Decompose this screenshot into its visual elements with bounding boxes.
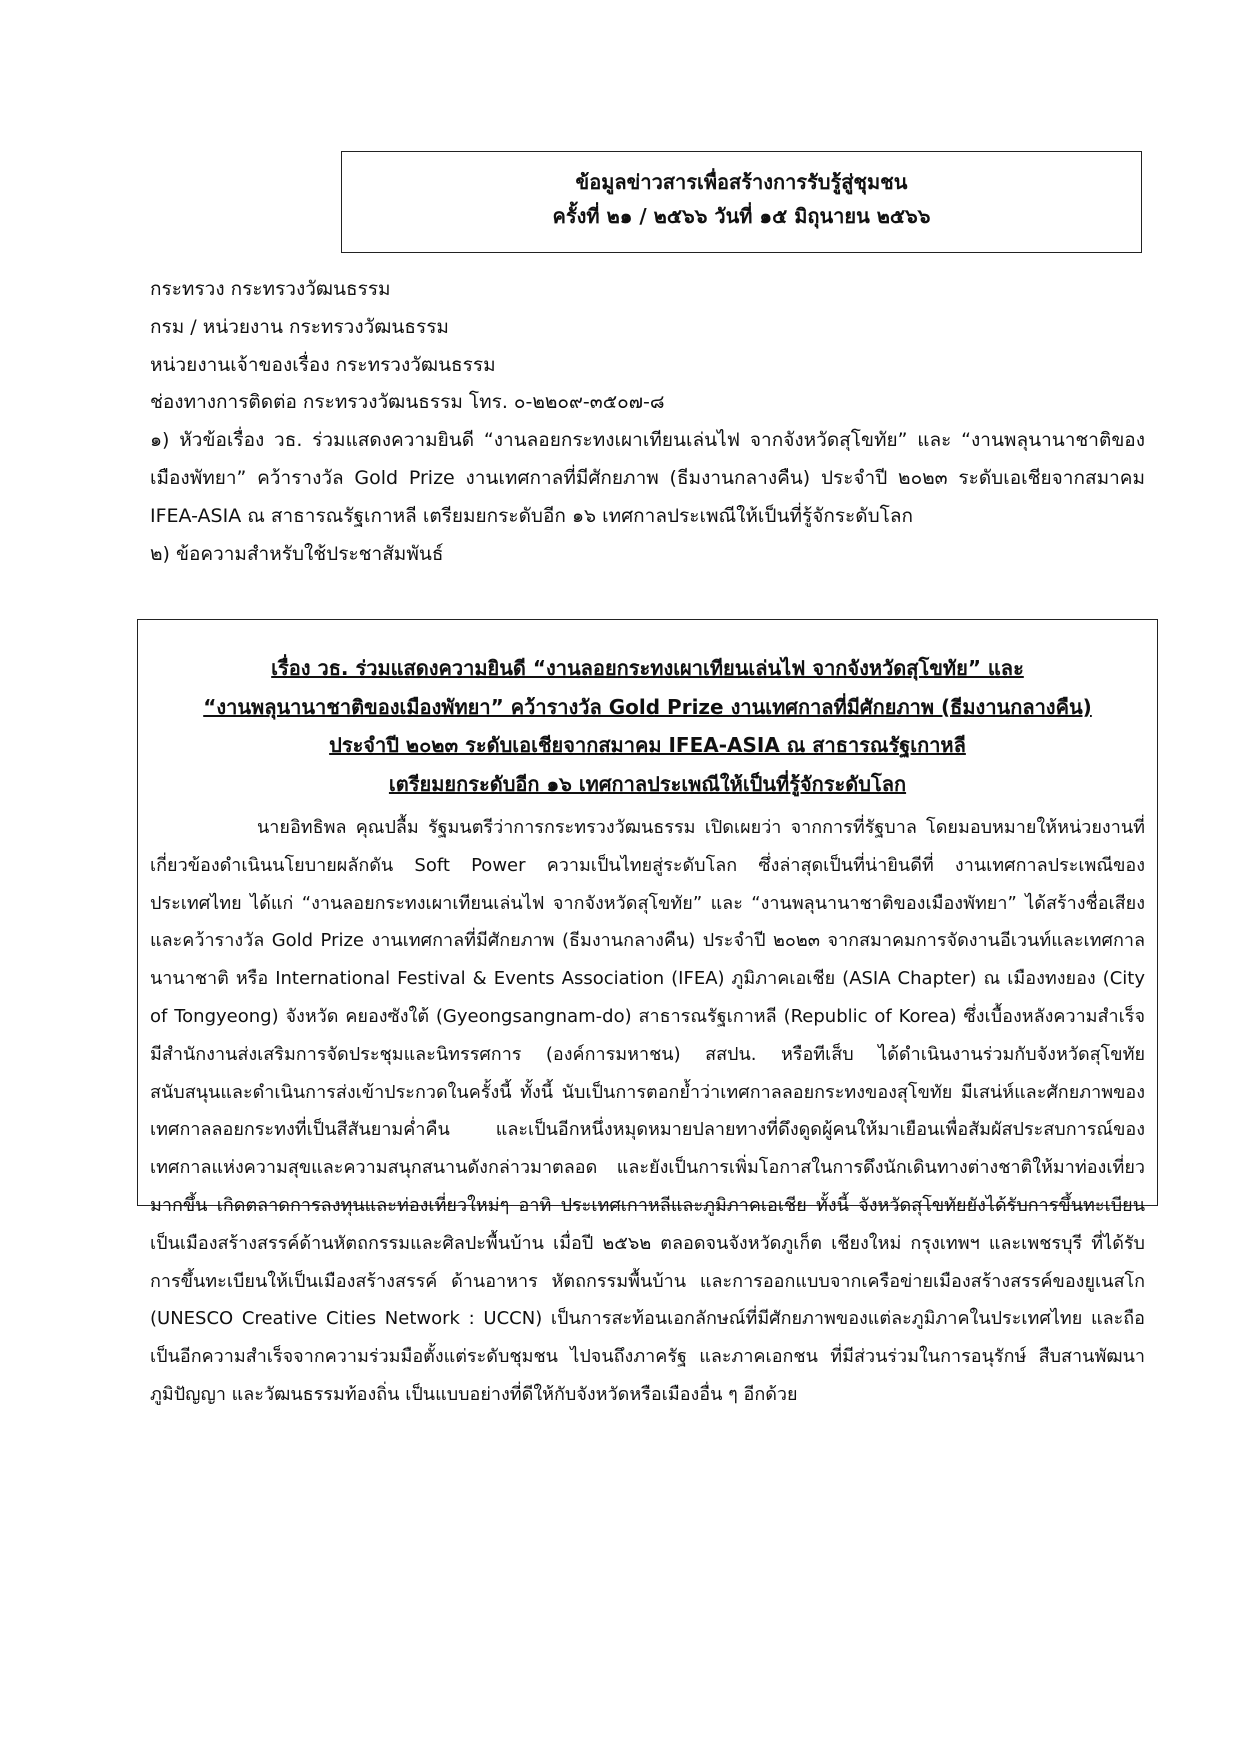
article-title-line: เตรียมยกระดับอีก ๑๖ เทศกาลประเพณีให้เป็นที่รู้จักระดับโลก — [388, 771, 907, 796]
contact-line: ช่องทางการติดต่อ กระทรวงวัฒนธรรม โทร. ๐-๒๒๐๙-๓๕๐๗-๘ — [150, 391, 665, 414]
article-title-line: เรื่อง วธ. ร่วมแสดงความยินดี “งานลอยกระทงเผาเทียนเล่นไฟ จากจังหวัดสุโขทัย” และ — [271, 656, 1024, 680]
article-body: นายอิทธิพล คุณปลื้ม รัฐมนตรีว่าการกระทรวงวัฒนธรรม เปิดเผยว่า จากการที่รัฐบาล โดยมอบหมายให้หน่วยงานที่เกี่ยวข้องดำเนินนโยบายผลักดัน Soft Power ความเป็นไทยสู่ระดับโลก ซึ่งล่าสุดเป็นที่น่ายินดีที่ งานเทศกาลประเพณีของประเทศไทย ได้แก่ “งานลอยกระทงเผาเทียนเล่นไฟ จากจังหวัดสุโขทัย” และ “งานพลุนานาชาติของเมืองพัทยา” ได้สร้างชื่อเสียงและคว้ารางวัล Gold Prize งานเทศกาลที่มีศักยภาพ (ธีมงานกลางคืน) ประจำปี ๒๐๒๓ จากสมาคมการจัดงานอีเวนท์และเทศกาลนานาชาติ หรือ International Festival & Events Association (IFEA) ภูมิภาคเอเชีย (ASIA Chapter) ณ เมืองทงยอง (City of Tongyeong) จังหวัด คยองซังใต้ (Gyeongsangnam-do) สาธารณรัฐเกาหลี (Republic of Korea) ซึ่งเบื้องหลังความสำเร็จมีสำนักงานส่งเสริมการจัดประชุมและนิทรรศการ (องค์การมหาชน) สสปน. หรือทีเส็บ ได้ดำเนินงานร่วมกับจังหวัดสุโขทัย สนับสนุนและดำเนินการส่งเข้าประกวดในครั้งนี้ ทั้งนี้ นับเป็นการตอกย้ำว่าเทศกาลลอยกระทงของสุโขทัย มีเสน่ห์และศักยภาพของเทศกาลลอยกระทงที่เป็นสีสันยามค่ำคืน และเป็นอีกหนึ่งหมุดหมายปลายทางที่ดึงดูดผู้คนให้มาเยือนเพื่อสัมผัสประสบการณ์ของเทศกาลแห่งความสุขและความสนุกสนานดังกล่าวมาตลอด และยังเป็นการเพิ่มโอกาสในการดึงนักเดินทางต่างชาติให้มาท่องเที่ยวมากขึ้น เกิดตลาดการลงทุนและท่องเที่ยวใหม่ๆ อาทิ ประเทศเกาหลีและภูมิภาคเอเชีย ทั้งนี้ จังหวัดสุโขทัยยังได้รับการขึ้นทะเบียนเป็นเมืองสร้างสรรค์ด้านหัตถกรรมและศิลปะพื้นบ้าน เมื่อปี ๒๕๖๒ ตลอดจนจังหวัดภูเก็ต เชียงใหม่ กรุงเทพฯ และเพชรบุรี ที่ได้รับการขึ้นทะเบียนให้เป็นเมืองสร้างสรรค์ ด้านอาหาร หัตถกรรมพื้นบ้าน และการออกแบบจากเครือข่ายเมืองสร้างสรรค์ของยูเนสโก (UNESCO Creative Cities Network : UCCN) เป็นการสะท้อนเอกลักษณ์ที่มีศักยภาพของแต่ละภูมิภาคในประเทศไทย และถือเป็นอีกความสำเร็จจากความร่วมมือตั้งแต่ระดับชุมชน ไปจนถึงภาครัฐ และภาคเอกชน ที่มีส่วนร่วมในการอนุรักษ์ สืบสานพัฒนาภูมิปัญญา และวัฒนธรรมท้องถิ่น เป็นแบบอย่างที่ดีให้กับจังหวัดหรือเมืองอื่น ๆ อีกด้วย — [150, 817, 1145, 1405]
department-line: กรม / หน่วยงาน กระทรวงวัฒนธรรม — [150, 315, 449, 338]
article-title — [150, 649, 1145, 803]
article-title-line: “งานพลุนานาชาติของเมืองพัทยา” คว้ารางวัล Gold Prize งานเทศกาลที่มีศักยภาพ (ธีมงานกลางคืน) — [203, 694, 1092, 719]
header-title: ข้อมูลข่าวสารเพื่อสร้างการรับรู้สู่ชุมชน — [575, 170, 908, 194]
ministry-line: กระทรวง กระทรวงวัฒนธรรม — [150, 278, 391, 300]
announcement-header-box — [341, 151, 1142, 253]
header-issue-date: ครั้งที่ ๒๑ / ๒๕๖๖ วันที่ ๑๕ มิถุนายน ๒๕๖๖ — [552, 204, 931, 228]
document-metadata — [150, 271, 1145, 573]
owner-unit-line: หน่วยงานเจ้าของเรื่อง กระทรวงวัฒนธรรม — [150, 353, 496, 376]
topic-heading: ๑) หัวข้อเรื่อง วธ. ร่วมแสดงความยินดี “งานลอยกระทงเผาเทียนเล่นไฟ จากจังหวัดสุโขทัย” และ “งานพลุนานาชาติของเมืองพัทยา” คว้ารางวัล Gold Prize งานเทศกาลที่มีศักยภาพ (ธีมงานกลางคืน) ประจำปี ๒๐๒๓ ระดับเอเชียจากสมาคม IFEA-ASIA ณ สาธารณรัฐเกาหลี เตรียมยกระดับอีก ๑๖ เทศกาลประเพณีให้เป็นที่รู้จักระดับโลก — [150, 429, 1145, 527]
article-box — [137, 619, 1158, 1405]
pr-message-label: ๒) ข้อความสำหรับใช้ประชาสัมพันธ์ — [150, 542, 444, 565]
article-title-line: ประจำปี ๒๐๒๓ ระดับเอเชียจากสมาคม IFEA-ASIA ณ สาธารณรัฐเกาหลี — [329, 733, 966, 757]
